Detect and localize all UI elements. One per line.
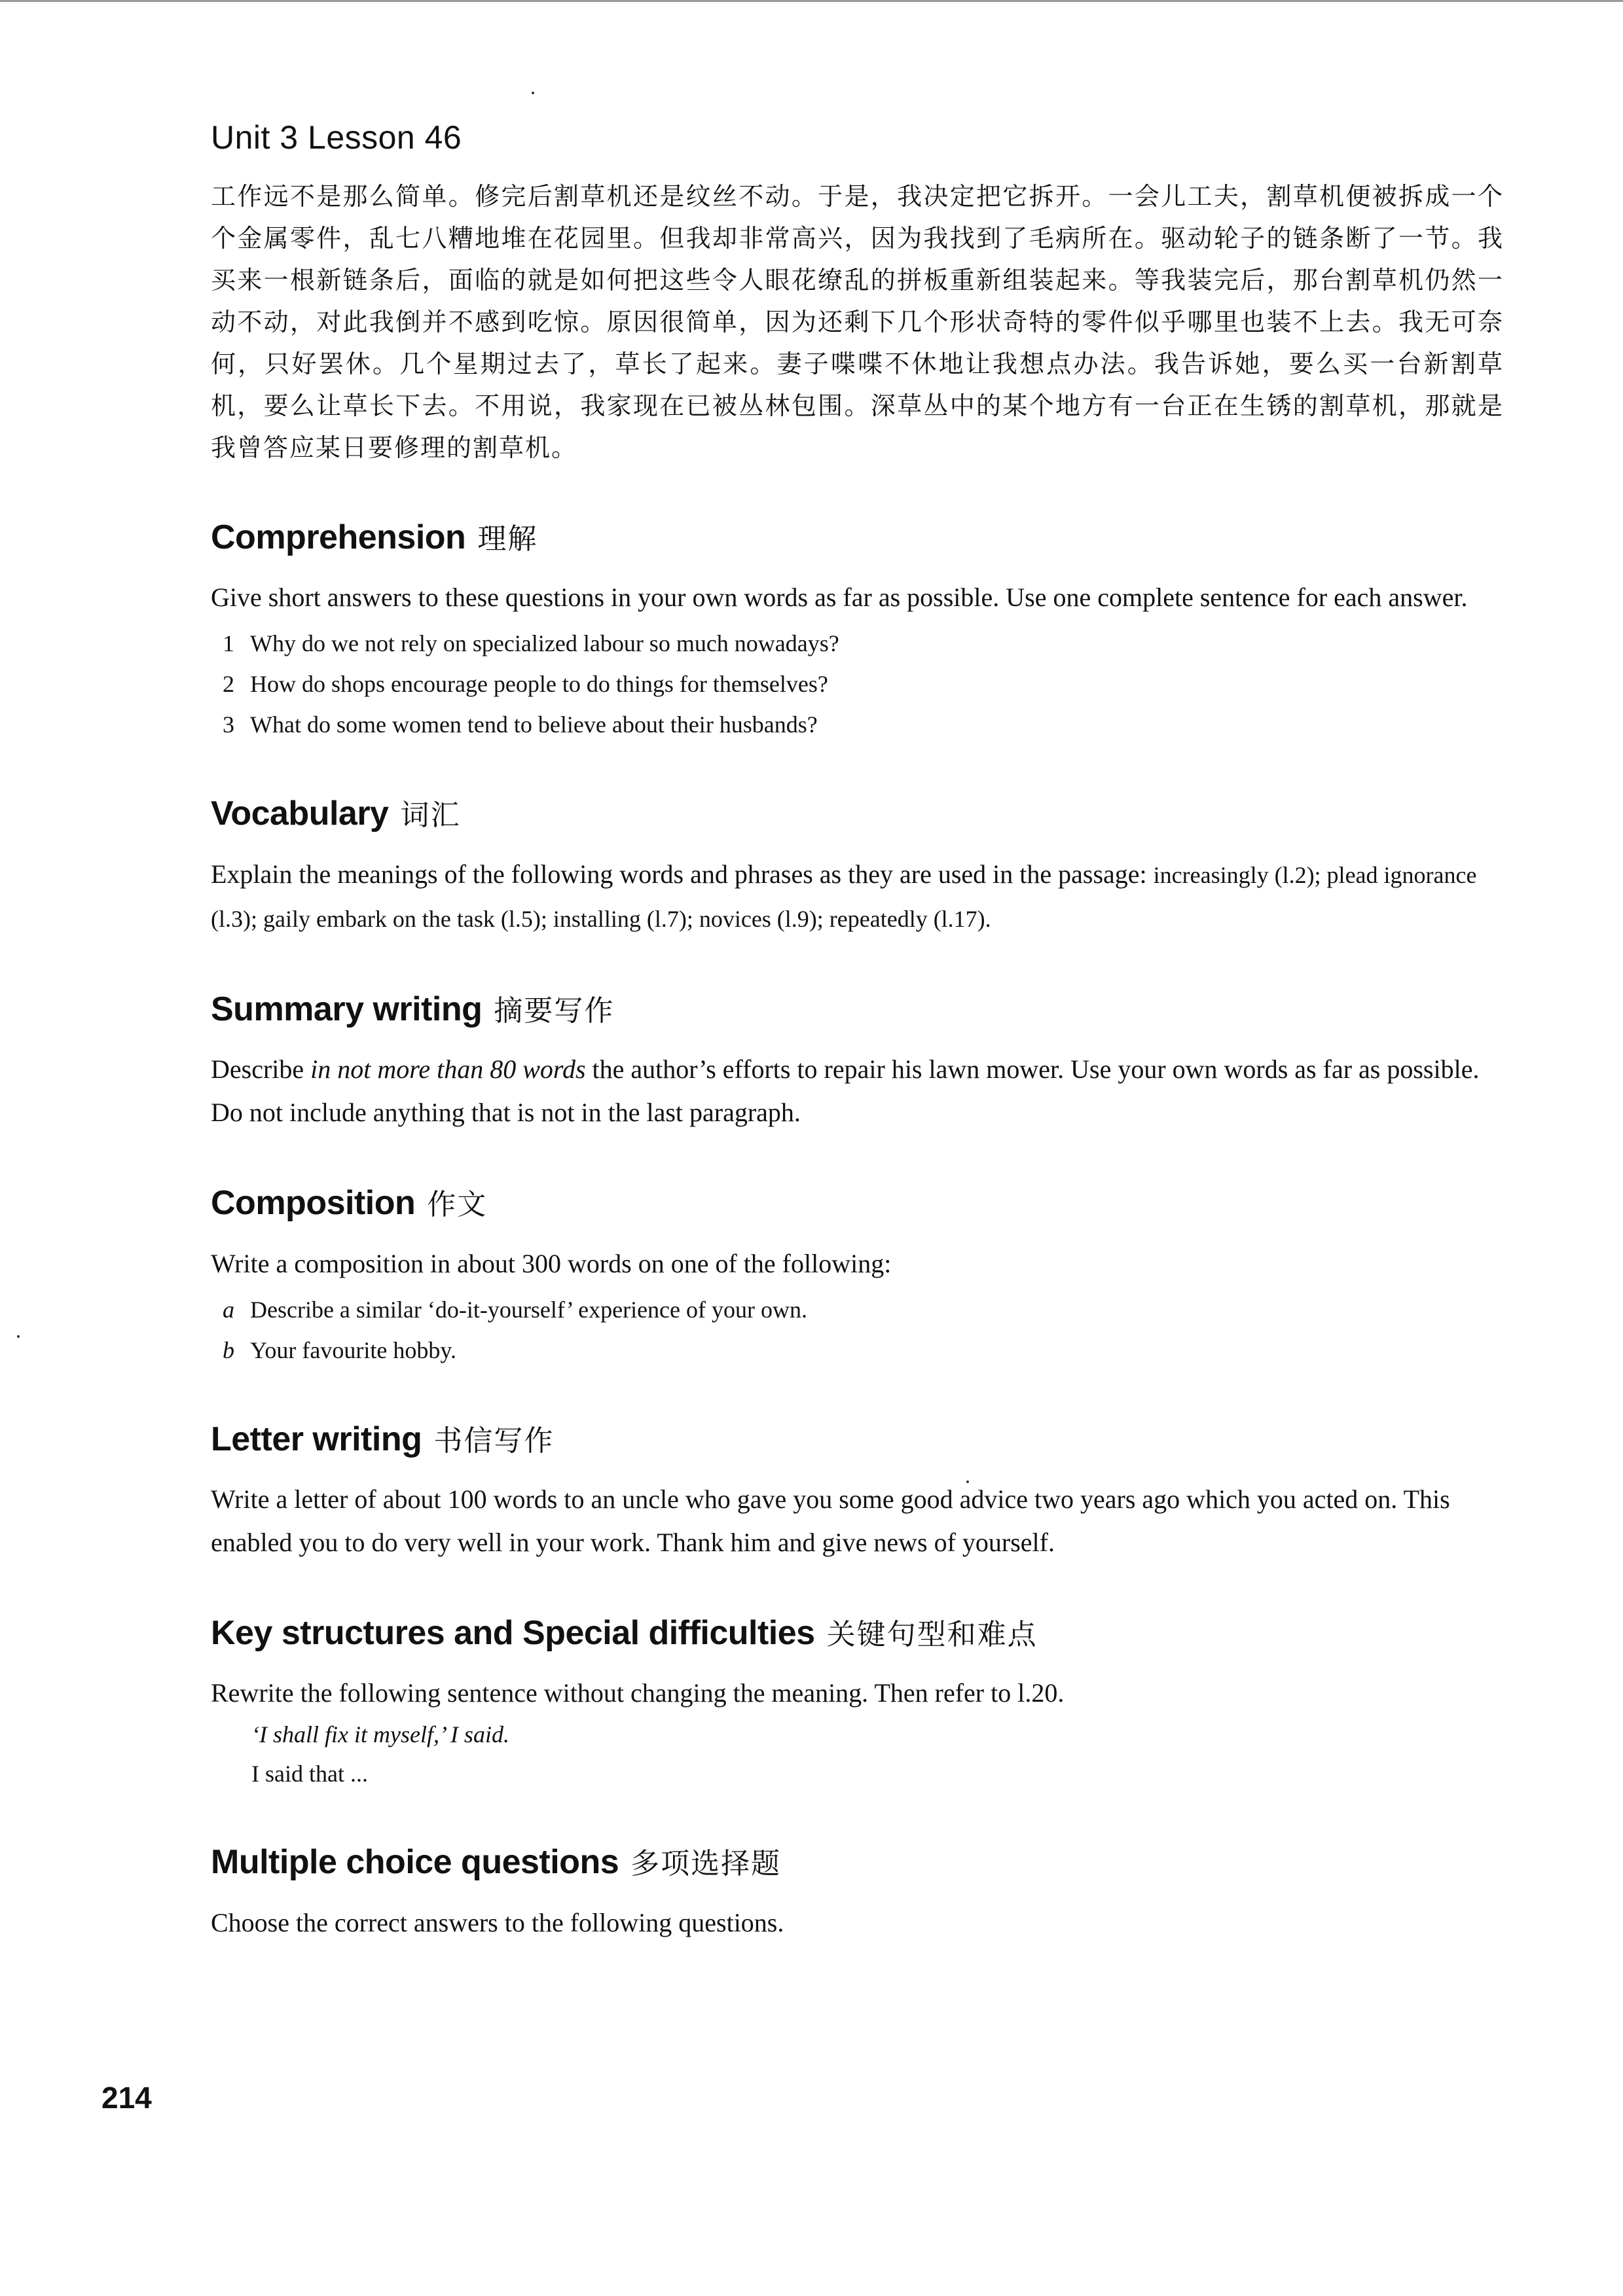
vocabulary-instructions <box>211 853 1504 941</box>
multiple-choice-instructions: Choose the correct answers to the following questions. <box>211 1907 784 1937</box>
composition-option <box>223 1330 1504 1371</box>
question-text: How do shops encourage people to do things for themselves? <box>250 671 828 698</box>
letter-section <box>211 1419 1504 1564</box>
option-text: Describe a similar ‘do-it-yourself’ experience of your own. <box>250 1296 807 1323</box>
summary-heading <box>211 989 1504 1030</box>
summary-word-limit: in not more than 80 words <box>310 1054 586 1085</box>
composition-instructions: Write a composition in about 300 words on one of the following: <box>211 1248 892 1278</box>
summary-heading-en: Summary writing <box>211 990 483 1028</box>
composition-heading <box>211 1183 1504 1223</box>
comprehension-question <box>223 664 1504 704</box>
running-head: Unit 3 Lesson 46 <box>211 119 462 156</box>
summary-text-after: the author’s efforts to repair his lawn mower. Use your own words as far as possible. Do not include anything that is not in the last paragraph. <box>211 1054 1480 1128</box>
letter-instructions: Write a letter of about 100 words to an uncle who gave you some good advice two years ago which you acted on. This enabled you to do very well in your work. Thank him and give news of yourself. <box>211 1484 1450 1557</box>
rewrite-prompt: I said that ... <box>251 1761 368 1787</box>
scan-speck <box>532 92 534 94</box>
vocabulary-heading <box>211 793 1504 834</box>
summary-section <box>211 989 1504 1134</box>
comprehension-question-list <box>211 623 1504 745</box>
multiple-choice-heading-cn: 多项选择题 <box>630 1847 782 1881</box>
question-text: Why do we not rely on specialized labour so much nowadays? <box>250 630 839 657</box>
vocabulary-lead: Explain the meanings of the following words and phrases as they are used in the passage: <box>211 859 1147 889</box>
question-number: 1 <box>223 630 234 657</box>
comprehension-heading <box>211 517 1504 558</box>
scan-speck <box>17 1335 20 1338</box>
vocabulary-items: increasingly (l.2); plead ignorance (l.3); gaily embark on the task (l.5); installing (l.7); novices (l.9); repeatedly (l.17). <box>211 861 1477 932</box>
option-letter: b <box>223 1336 234 1363</box>
letter-heading-cn: 书信写作 <box>433 1424 555 1458</box>
key-structures-instructions: Rewrite the following sentence without changing the meaning. Then refer to l.20. <box>211 1678 1065 1708</box>
summary-text-before: Describe <box>211 1054 311 1085</box>
vocabulary-section <box>211 793 1504 940</box>
letter-heading <box>211 1419 1504 1460</box>
option-text: Your favourite hobby. <box>250 1336 456 1363</box>
composition-option <box>223 1289 1504 1330</box>
key-structures-heading <box>211 1613 1504 1653</box>
comprehension-heading-en: Comprehension <box>211 518 466 556</box>
key-structures-section <box>211 1613 1504 1793</box>
composition-option-list <box>211 1289 1504 1371</box>
chinese-translation-paragraph: 工作远不是那么简单。修完后割草机还是纹丝不动。于是，我决定把它拆开。一会儿工夫，割草机便被拆成一个个金属零件，乱七八糟地堆在花园里。但我却非常高兴，因为我找到了毛病所在。驱动轮子的链条断了一节。我买来一根新链条后，面临的就是如何把这些令人眼花缭乱的拼板重新组装起来。等我装完后，那台割草机仍然一动不动，对此我倒并不感到吃惊。原因很简单，因为还剩下几个形状奇特的零件似乎哪里也装不上去。我无可奈何，只好罢休。几个星期过去了，草长了起来。妻子喋喋不休地让我想点办法。我告诉她，要么买一台新割草机，要么让草长下去。不用说，我家现在已被丛林包围。深草丛中的某个地方有一台正在生锈的割草机，那就是我曾答应某日要修理的割草机。 <box>211 182 1504 462</box>
key-structures-heading-cn: 关键句型和难点 <box>826 1617 1038 1651</box>
multiple-choice-heading <box>211 1842 1504 1882</box>
top-border <box>0 0 1623 2</box>
example-sentence: ‘I shall fix it myself,’ I said. <box>251 1721 509 1748</box>
comprehension-section <box>211 517 1504 745</box>
letter-heading-en: Letter writing <box>211 1420 422 1458</box>
key-structures-heading-en: Key structures and Special difficulties <box>211 1613 815 1652</box>
question-number: 2 <box>223 671 234 698</box>
page-number: 214 <box>101 2081 152 2115</box>
comprehension-heading-cn: 理解 <box>477 522 538 556</box>
question-number: 3 <box>223 711 234 738</box>
comprehension-instructions: Give short answers to these questions in your own words as far as possible. Use one complete sentence for each answer. <box>211 583 1468 613</box>
comprehension-question <box>223 704 1504 745</box>
option-letter: a <box>223 1296 234 1323</box>
comprehension-question <box>223 623 1504 664</box>
scan-speck <box>966 1480 969 1483</box>
composition-heading-cn: 作文 <box>427 1188 488 1222</box>
multiple-choice-heading-en: Multiple choice questions <box>211 1843 619 1882</box>
composition-heading-en: Composition <box>211 1184 416 1223</box>
vocabulary-heading-en: Vocabulary <box>211 795 389 833</box>
summary-instructions <box>211 1048 1504 1134</box>
summary-heading-cn: 摘要写作 <box>494 994 615 1028</box>
multiple-choice-section <box>211 1842 1504 1944</box>
page-content <box>211 118 1504 1945</box>
vocabulary-heading-cn: 词汇 <box>400 798 461 833</box>
composition-section <box>211 1183 1504 1370</box>
question-text: What do some women tend to believe about their husbands? <box>250 711 818 738</box>
